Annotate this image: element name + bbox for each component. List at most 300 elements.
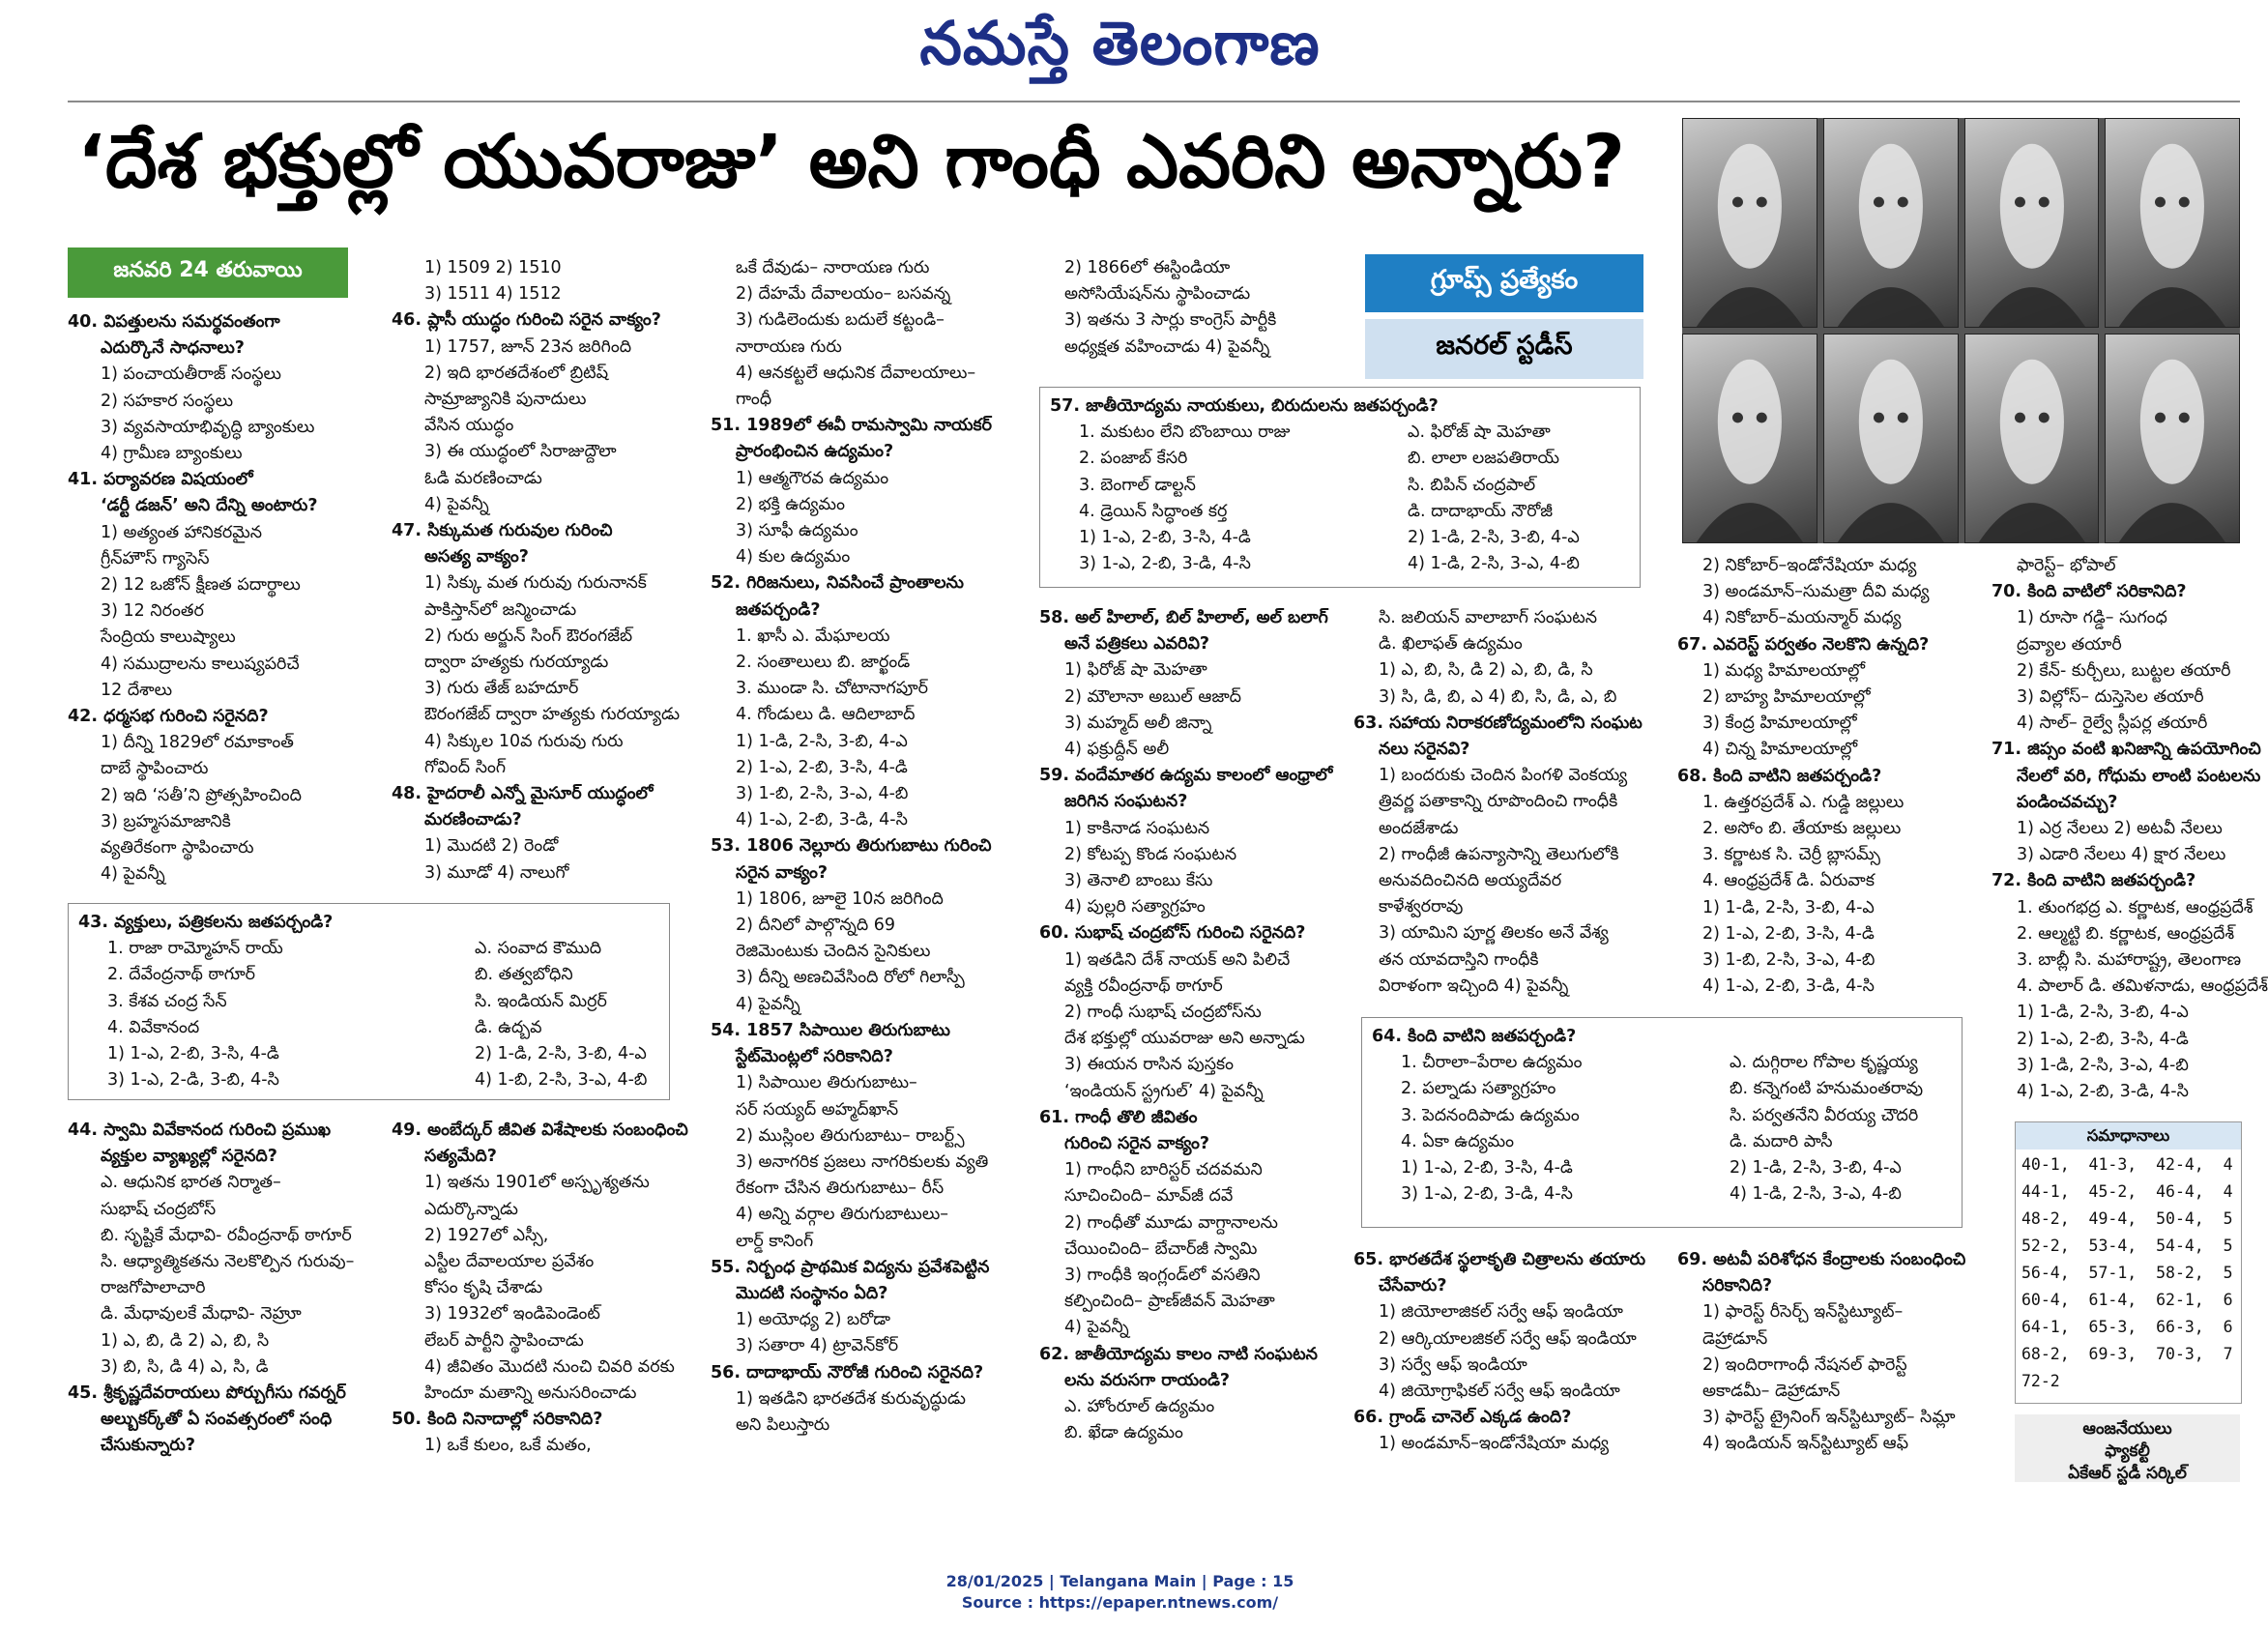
option-line: 3) ఈ యుద్ధంలో సిరాజుద్దౌలా bbox=[424, 442, 617, 462]
option-line: అసోసియేషన్‌ను స్థాపించాడు bbox=[1064, 284, 1251, 305]
text-line: ఏకేఆర్ స్టడీ సర్కిల్ bbox=[2068, 1464, 2187, 1483]
option-line: 3) సూఫీ ఉద్యమం bbox=[736, 521, 858, 541]
option-line: 4) సముద్రాలను కాలుష్యపరిచే bbox=[101, 654, 300, 674]
option-line: లేబర్ పార్టీని స్థాపించాడు bbox=[424, 1330, 584, 1351]
footer bbox=[0, 1571, 2240, 1614]
option-line: 3) గురు తేజ్ బహదూర్ bbox=[424, 679, 579, 699]
text-line: 4. ఏకా ఉద్యమం bbox=[1401, 1131, 1515, 1151]
q43-right bbox=[417, 936, 647, 1093]
q64-left bbox=[1372, 1050, 1710, 1208]
option-line: 3) యామిని పూర్ణ తిలకం అనే వేశ్య bbox=[1379, 923, 1609, 944]
option-line: 1) మొదటి 2) రెండో bbox=[424, 836, 559, 857]
option-line: 2) 1-ఎ, 2-బి, 3-సి, 4-డి bbox=[736, 757, 908, 777]
option-line: 2) కేన్- కుర్చీలు, బుట్టల తయారీ bbox=[2017, 660, 2231, 681]
option-line: 1) 1-డి, 2-సి, 3-బి, 4-ఎ bbox=[2017, 1003, 2189, 1023]
option-line: 4) పైవన్నీ bbox=[424, 494, 489, 514]
option-line: 1) ఇతడిని భారతదేశ కురువృద్ధుడు bbox=[736, 1388, 966, 1409]
question-line: నేలలో వరి, గోధుమ లాంటి పంటలను bbox=[2017, 766, 2261, 786]
q43-left bbox=[78, 936, 417, 1093]
text-line: 2. పంజాబ్ కేసరి bbox=[1079, 449, 1188, 469]
question-line: మరణించాడు? bbox=[424, 810, 522, 830]
option-line: అధ్యక్షత వహించాడు 4) పైవన్నీ bbox=[1064, 336, 1270, 357]
question-line: 70. కింది వాటిలో సరికానిది? bbox=[1992, 582, 2187, 602]
option-line: 3) 1932లో ఇండిపెండెంట్ bbox=[424, 1304, 600, 1324]
question-line: స్టేట్‌మెంట్లలో సరికానిది? bbox=[736, 1047, 893, 1067]
option-line: 4) చిన్న హిమాలయాల్లో bbox=[1702, 740, 1858, 760]
text-line: ఎ. ఫిరోజ్ షా మెహతా bbox=[1408, 422, 1551, 443]
option-line: 1) 1757, జూన్ 23న జరిగింది bbox=[424, 336, 632, 357]
question-line: అసత్య వాక్యం? bbox=[424, 547, 529, 568]
option-line: 4) కుల ఉద్యమం bbox=[736, 547, 851, 568]
text-line: 1. చీరాలా–పేరాల ఉద్యమం bbox=[1401, 1053, 1583, 1073]
text-line: సి. పర్వతనేని వీరయ్య చౌదరి bbox=[1730, 1105, 1919, 1125]
question-line: 68. కింది వాటిని జతపర్చండి? bbox=[1677, 766, 1882, 786]
portrait-4 bbox=[2105, 118, 2240, 328]
option-line: 4) జియోగ్రాఫికల్ సర్వే ఆఫ్ ఇండియా bbox=[1379, 1382, 1620, 1402]
option-line: 4) జీవితం మొదటి నుంచి చివరి వరకు bbox=[424, 1356, 675, 1377]
question-line: మొదటి సంస్థానం ఏది? bbox=[736, 1283, 888, 1303]
option-line: 4) గ్రామీణ బ్యాంకులు bbox=[101, 444, 243, 464]
text-line: ఆంజనేయులు bbox=[2082, 1419, 2172, 1439]
column-6 bbox=[1677, 553, 1996, 1000]
option-line: 2) మౌలానా అబుల్ ఆజాద్ bbox=[1064, 686, 1242, 707]
option-line: సుభాష్ చంద్రబోస్ bbox=[101, 1199, 217, 1219]
question-line: వ్యక్తుల వ్యాఖ్యల్లో సరైనది? bbox=[101, 1147, 277, 1167]
option-line: కోసం కృషి చేశాడు bbox=[424, 1278, 543, 1298]
option-line: గ్రీన్‌హౌస్ గ్యాసెస్ bbox=[101, 548, 210, 568]
text-line: 40-1, 41-3, 42-4, 4 bbox=[2021, 1155, 2233, 1174]
option-line: 2) 1866లో ఈస్టిండియా bbox=[1064, 258, 1231, 277]
answers-box bbox=[2015, 1121, 2242, 1404]
option-line: 4) పైవన్నీ bbox=[101, 864, 165, 885]
text-line: 3) 1-ఎ, 2-బి, 3-డి, 4-సి bbox=[1401, 1184, 1573, 1205]
option-line: 4) 1-ఎ, 2-బి, 3-డి, 4-సి bbox=[736, 810, 908, 830]
option-line: 1) ఇతను 1901లో అస్పృశ్యతను bbox=[424, 1173, 650, 1193]
option-line: 2) భక్తి ఉద్యమం bbox=[736, 494, 845, 514]
question-line: 53. 1806 నెల్లూరు తిరుగుబాటు గురించి bbox=[711, 836, 992, 857]
text-line: 1. రాజా రామ్మోహన్ రాయ్ bbox=[107, 939, 283, 959]
question-line: 67. ఎవరెస్ట్ పర్వతం నెలకొని ఉన్నది? bbox=[1677, 634, 1930, 655]
text-line: 2) 1-డి, 2-సి, 3-బి, 4-ఎ bbox=[1730, 1158, 1902, 1179]
option-line: ఎస్టీల దేవాలయాల ప్రవేశం bbox=[424, 1252, 595, 1272]
option-line: సి. జలియన్ వాలాబాగ్ సంఘటన bbox=[1379, 608, 1598, 627]
option-line: ఎ. హోంరూల్ ఉద్యమం bbox=[1064, 1397, 1215, 1417]
option-line: 3. ముండా సి. చోటానాగపూర్ bbox=[736, 679, 929, 699]
option-line: 1) 1509 2) 1510 bbox=[424, 258, 562, 277]
question-line: 46. ప్లాసీ యుద్ధం గురించి సరైన వాక్యం? bbox=[392, 310, 661, 331]
option-line: 1) ఫిరోజ్ షా మెహతా bbox=[1064, 660, 1207, 681]
question-line: 60. సుభాష్ చంద్రబోస్ గురించి సరైనది? bbox=[1039, 923, 1306, 944]
question-line: జతపర్చండి? bbox=[736, 599, 821, 620]
question-line: అల్బుకర్క్‌తో ఏ సంవత్సరంలో సంధి bbox=[101, 1410, 333, 1430]
option-line: 4) పుల్లరి సత్యాగ్రహం bbox=[1064, 897, 1206, 917]
section-tag: జనవరి 24 తరువాయి bbox=[68, 247, 348, 298]
question-line: గురించి సరైన వాక్యం? bbox=[1064, 1134, 1209, 1154]
option-line: 12 దేశాలు bbox=[101, 680, 173, 700]
option-line: ఒకే దేవుడు– నారాయణ గురు bbox=[736, 258, 930, 277]
text-line: 60-4, 61-4, 62-1, 6 bbox=[2021, 1291, 2233, 1309]
option-line: వ్యక్తి రవీంద్రనాథ్ ఠాగూర్ bbox=[1064, 975, 1223, 996]
answers-title: సమాధానాలు bbox=[2016, 1122, 2241, 1150]
column-7 bbox=[1992, 553, 2268, 1105]
text-line: 64-1, 65-3, 66-3, 6 bbox=[2021, 1318, 2233, 1336]
option-line: రేకంగా చేసిన తిరుగుబాటు– రీస్ bbox=[736, 1179, 945, 1199]
option-line: 4. ఆంధ్రప్రదేశ్ డి. ఏరువాక bbox=[1702, 871, 1875, 891]
option-line: 4) 1-ఎ, 2-బి, 3-డి, 4-సి bbox=[2017, 1082, 2189, 1102]
answers-list bbox=[2016, 1151, 2241, 1395]
question-line: 48. హైదరాలీ ఎన్నో మైసూర్ యుద్ధంలో bbox=[392, 784, 654, 804]
option-line: 1) దీన్ని 1829లో రమాకాంత్ bbox=[101, 733, 294, 753]
option-line: ద్వారా హత్యకు గురయ్యాడు bbox=[424, 653, 609, 673]
q57-left bbox=[1050, 420, 1388, 577]
option-line: 1) గాంధీని బారిస్టర్ చదవమని bbox=[1064, 1160, 1263, 1180]
option-line: ఎ. ఆధునిక భారత నిర్మాత– bbox=[101, 1173, 281, 1193]
question-line: పండించవచ్చు? bbox=[2017, 792, 2118, 812]
question-line: 49. అంబేద్కర్ జీవిత విశేషాలకు సంబంధించి bbox=[392, 1121, 688, 1140]
portrait-3 bbox=[1964, 118, 2100, 328]
option-line: 2) నికోబార్–ఇండోనేషియా మధ్య bbox=[1702, 556, 1917, 575]
option-line: 3) అనాగరిక ప్రజలు నాగరికులకు వ్యతి bbox=[736, 1151, 989, 1172]
text-line: 2) 1-డి, 2-సి, 3-బి, 4-ఎ bbox=[1408, 528, 1580, 548]
option-line: 3) గుడిలెందుకు బదులే కట్టండి– bbox=[736, 310, 945, 331]
option-line: 1) ఇతడిని దేశ్ నాయక్ అని పిలిచే bbox=[1064, 949, 1291, 970]
q64-right bbox=[1710, 1050, 1923, 1208]
option-line: 1) అండమాన్–ఇండోనేషియా మధ్య bbox=[1379, 1434, 1610, 1454]
option-line: 1) రూసా గడ్డి– సుగంధ bbox=[2017, 608, 2167, 628]
option-line: ఎదుర్కొన్నాడు bbox=[424, 1199, 518, 1219]
option-line: డెహ్రాడూన్ bbox=[1702, 1328, 1768, 1349]
option-line: 3) 1511 4) 1512 bbox=[424, 284, 562, 305]
question-line: 41. పర్యావరణ విషయంలో bbox=[68, 470, 253, 490]
option-line: గాంధీ bbox=[736, 390, 772, 410]
option-line: 1) బందరుకు చెందిన పింగళి వెంకయ్య bbox=[1379, 766, 1628, 786]
text-line: సి. బిపిన్ చంద్రపాల్ bbox=[1408, 475, 1536, 495]
option-line: 2) బాహ్య హిమాలయాల్లో bbox=[1702, 687, 1871, 708]
text-line: 2. దేవేంద్రనాథ్ ఠాగూర్ bbox=[107, 965, 256, 985]
option-line: వ్యతిరేకంగా స్థాపించారు bbox=[101, 838, 254, 859]
option-line: రాజగోపాలాచారి bbox=[101, 1278, 206, 1298]
option-line: 2) ఇది భారతదేశంలో బ్రిటిష్ bbox=[424, 363, 609, 383]
text-line: 3. కేశవ చంద్ర సేన్ bbox=[107, 991, 227, 1011]
question-57-box bbox=[1039, 387, 1641, 588]
question-64-box bbox=[1361, 1017, 1963, 1228]
option-line: 2) 1-ఎ, 2-బి, 3-సి, 4-డి bbox=[1702, 923, 1875, 944]
option-line: 3) సర్వే ఆఫ్ ఇండియా bbox=[1379, 1354, 1527, 1375]
question-line: 56. దాదాభాయ్ నౌరోజీ గురించి సరైనది? bbox=[711, 1362, 984, 1383]
text-line: డి. దాదాభాయ్ నౌరోజీ bbox=[1408, 501, 1554, 521]
option-line: 3) దీన్ని అణచివేసింది రోలో గిలాస్పీ bbox=[736, 968, 965, 988]
question-line: 47. సిక్కుమత గురువుల గురించి bbox=[392, 521, 613, 541]
option-line: 3) బ్రహ్మసమాజానికి bbox=[101, 811, 231, 831]
text-line: 56-4, 57-1, 58-2, 5 bbox=[2021, 1264, 2233, 1282]
option-line: 3) ఫారెస్ట్ ట్రైనింగ్ ఇన్‌స్టిట్యూట్– సిమ్లా bbox=[1702, 1408, 1956, 1428]
footer-source[interactable]: Source : https://epaper.ntnews.com/ bbox=[961, 1593, 1279, 1612]
option-line: 4) ఇండియన్ ఇన్‌స్టిట్యూట్ ఆఫ్ bbox=[1702, 1434, 1909, 1454]
column-4 bbox=[1039, 605, 1349, 1447]
text-line: 3. బెంగాల్ డాల్టన్ bbox=[1079, 475, 1196, 495]
question-line: ‘డర్టీ డజన్’ అని దేన్ని అంటారు? bbox=[101, 496, 318, 516]
option-line: త్రివర్ణ పతాకాన్ని రూపొందించి గాంధీకి bbox=[1379, 792, 1618, 812]
option-line: డి. మేధావులకే మేధావి- నెహ్రూ bbox=[101, 1304, 302, 1324]
option-line: 1) పంచాయతీరాజ్ సంస్థలు bbox=[101, 364, 281, 385]
option-line: 4) అన్ని వర్గాల తిరుగుబాటులు– bbox=[736, 1205, 949, 1225]
option-line: 3) విల్లోస్– దుస్తెసెల తయారీ bbox=[2017, 687, 2204, 708]
option-line: 3) సి, డి, బి, ఎ 4) బి, సి, డి, ఎ, బి bbox=[1379, 686, 1617, 707]
option-line: 1) 1-డి, 2-సి, 3-బి, 4-ఎ bbox=[1702, 897, 1875, 917]
masthead-logo: నమస్తే తెలంగాణ bbox=[919, 8, 1321, 78]
question-line: 65. భారతదేశ స్థలాకృతి చిత్రాలను తయారు bbox=[1353, 1250, 1646, 1269]
option-line: 3) కేంద్ర హిమాలయాల్లో bbox=[1702, 713, 1857, 734]
option-line: 4. గోండులు డి. ఆదిలాబాద్ bbox=[736, 705, 916, 725]
option-line: 1) మధ్య హిమాలయాల్లో bbox=[1702, 660, 1866, 681]
text-line: 3. పెదనందిపాడు ఉద్యమం bbox=[1401, 1105, 1580, 1125]
option-line: 1) అయోధ్య 2) బరోడా bbox=[736, 1310, 891, 1330]
option-line: సర్ సయ్యద్ అహ్మద్‌ఖాన్ bbox=[736, 1099, 899, 1120]
text-line: 68-2, 69-3, 70-3, 7 bbox=[2021, 1345, 2233, 1363]
column-1 bbox=[68, 309, 377, 888]
option-line: 4) 1-ఎ, 2-బి, 3-డి, 4-సి bbox=[1702, 976, 1875, 997]
option-line: 1) ఫారెస్ట్ రీసెర్చ్ ఇన్‌స్టిట్యూట్– bbox=[1702, 1302, 1904, 1323]
text-line: 1) 1-ఎ, 2-బి, 3-సి, 4-డి bbox=[1079, 528, 1251, 548]
question-line: 63. సహాయ నిరాకరణోద్యమంలోని సంఘట bbox=[1353, 713, 1643, 733]
question-line: సరికానిది? bbox=[1702, 1276, 1773, 1296]
text-line: సి. ఇండియన్ మిర్రర్ bbox=[475, 991, 607, 1011]
option-line: అందజేశాడు bbox=[1379, 818, 1459, 838]
option-line: 2) ఇది ‘సతీ’ని ప్రోత్సహించింది bbox=[101, 785, 302, 805]
option-line: 3) 1-డి, 2-సి, 3-ఎ, 4-బి bbox=[2017, 1055, 2189, 1075]
option-line: దాబే స్థాపించారు bbox=[101, 759, 209, 779]
option-line: 1. ఉత్తరప్రదేశ్ ఎ. గుడ్డి జల్లులు bbox=[1702, 792, 1905, 812]
question-line: 61. గాంధీ తొలి జీవితం bbox=[1039, 1107, 1198, 1127]
column-5b bbox=[1353, 1247, 1672, 1458]
option-line: 1) ఎ, బి, డి 2) ఎ, బి, సి bbox=[101, 1330, 270, 1351]
question-line: సరైన వాక్యం? bbox=[736, 862, 828, 883]
option-line: 2. అసోం బి. తేయాకు జల్లులు bbox=[1702, 819, 1902, 839]
text-line: 4) 1-డి, 2-సి, 3-ఎ, 4-బి bbox=[1730, 1184, 1902, 1205]
option-line: 2. సంతాలులు బి. జార్ఖండ్ bbox=[736, 653, 911, 673]
text-line: 52-2, 53-4, 54-4, 5 bbox=[2021, 1237, 2233, 1255]
question-line: 52. గిరిజనులు, నివసించే ప్రాంతాలను bbox=[711, 573, 964, 594]
option-line: 3) ఈయన రాసిన పుస్తకం bbox=[1064, 1055, 1235, 1075]
option-line: నారాయణ గురు bbox=[736, 336, 842, 357]
text-line: ఎ. దుగ్గిరాల గోపాల కృష్ణయ్య bbox=[1730, 1053, 1918, 1073]
option-line: బి. సృష్టికే మేధావి- రవీంద్రనాథ్ ఠాగూర్ bbox=[101, 1225, 352, 1245]
option-line: 1) ఎ, బి, సి, డి 2) ఎ, బి, డి, సి bbox=[1379, 660, 1593, 681]
option-line: రెజిమెంటుకు చెందిన సైనికులు bbox=[736, 942, 931, 962]
option-line: 3) 1-బి, 2-సి, 3-ఎ, 4-బి bbox=[736, 784, 909, 804]
column-1b bbox=[68, 1118, 387, 1460]
subject-label: జనరల్ స్టడీస్ bbox=[1365, 319, 1643, 379]
option-line: హిందూ మతాన్ని అనుసరించాడు bbox=[424, 1383, 637, 1404]
option-line: 4) సాల్– రైల్వే స్లీపర్ల తయారీ bbox=[2017, 713, 2208, 734]
column-6b bbox=[1677, 1247, 1996, 1458]
question-line: 72. కింది వాటిని జతపర్చండి? bbox=[1992, 871, 2196, 891]
option-line: 4) ఆనకట్టలే ఆధునిక దేవాలయాలు– bbox=[736, 363, 976, 383]
option-line: 2) ముస్లింల తిరుగుబాటు– రాబర్ట్స్ bbox=[736, 1125, 965, 1146]
option-line: 2) దేహమే దేవాలయం– బసవన్న bbox=[736, 284, 951, 305]
option-line: సామ్రాజ్యానికి పునాదులు bbox=[424, 390, 587, 410]
option-line: ద్రవ్యాల తయారీ bbox=[2017, 634, 2122, 655]
question-line: 71. జిప్సం వంటి ఖనిజాన్ని ఉపయోగించి bbox=[1992, 740, 2261, 760]
option-line: ఔరంగజేబ్ ద్వారా హత్యకు గురయ్యాడు bbox=[424, 705, 681, 725]
question-line: 50. కింది నినాదాల్లో సరికానిది? bbox=[392, 1410, 603, 1430]
option-line: ఓడి మరణించాడు bbox=[424, 468, 542, 488]
option-line: 3) బి, సి, డి 4) ఎ, సి, డి bbox=[101, 1356, 269, 1377]
column-2b bbox=[392, 1118, 711, 1460]
option-line: 1) ఎర్ర నేలలు 2) అటవీ నేలలు bbox=[2017, 819, 2223, 839]
option-line: దేశ భక్తుల్లో యువరాజు అని అన్నాడు bbox=[1064, 1029, 1305, 1049]
option-line: 1) 1-డి, 2-సి, 3-బి, 4-ఎ bbox=[736, 731, 908, 751]
question-line: లను వరుసగా రాయండి? bbox=[1064, 1370, 1231, 1390]
option-line: 1) సిపాయిల తిరుగుబాటు– bbox=[736, 1073, 917, 1093]
option-line: ఫారెస్ట్– భోపాల్ bbox=[2017, 556, 2116, 575]
option-line: 3. బాబ్లీ సి. మహారాష్ట్ర, తెలంగాణ bbox=[2017, 950, 2242, 971]
option-line: వేసిన యుద్ధం bbox=[424, 416, 514, 436]
question-line: 66. గ్రాండ్ చానెల్ ఎక్కడ ఉంది? bbox=[1353, 1408, 1572, 1428]
option-line: 3) వ్యవసాయాభివృద్ధి బ్యాంకులు bbox=[101, 417, 315, 437]
option-line: కల్పించింది– ప్రాణ్‌జీవన్ మెహతా bbox=[1064, 1292, 1275, 1312]
text-line: 72-2 bbox=[2021, 1372, 2060, 1390]
option-line: 2) గాంధీజీ ఉపన్యాసాన్ని తెలుగులోకి bbox=[1379, 844, 1619, 864]
text-line: 3) 1-ఎ, 2-డి, 3-బి, 4-సి bbox=[107, 1070, 279, 1091]
option-line: 2) ఇందిరాగాంధీ నేషనల్ ఫారెస్ట్ bbox=[1702, 1354, 1907, 1375]
question-line: జరిగిన సంఘటన? bbox=[1064, 792, 1188, 812]
option-line: 3) తెనాలి బాంబు కేసు bbox=[1064, 871, 1213, 891]
option-line: 3) ఎడారి నేలలు 4) క్షార నేలలు bbox=[2017, 845, 2226, 865]
option-line: 3) అండమాన్–సుమత్రా దీవి మధ్య bbox=[1702, 582, 1930, 602]
question-64: 64. కింది వాటిని జతపర్చండి? bbox=[1372, 1027, 1577, 1046]
question-57: 57. జాతీయోద్యమ నాయకులు, బిరుదులను జతపర్చండి? bbox=[1050, 396, 1439, 416]
footer-date: 28/01/2025 | Telangana Main | Page : 15 bbox=[945, 1572, 1294, 1590]
option-line: 2) ఆర్కియాలజికల్ సర్వే ఆఫ్ ఇండియా bbox=[1379, 1328, 1637, 1349]
text-line: 1. మకుటం లేని బొంబాయి రాజు bbox=[1079, 422, 1291, 443]
option-line: పాకిస్తాన్‌లో జన్మించాడు bbox=[424, 599, 577, 620]
text-line: 4) 1-డి, 2-సి, 3-ఎ, 4-బి bbox=[1408, 554, 1580, 574]
column-2 bbox=[392, 255, 711, 887]
option-line: 4) నికోబార్–మయన్మార్ మధ్య bbox=[1702, 608, 1902, 628]
question-line: చేసుకున్నారు? bbox=[101, 1436, 196, 1456]
group-label: గ్రూప్స్ ప్రత్యేకం bbox=[1365, 254, 1643, 312]
option-line: 4) పైవన్నీ bbox=[1064, 1318, 1129, 1338]
option-line: 4. పాలార్ డి. తమిళనాడు, ఆంధ్రప్రదేశ్ bbox=[2017, 976, 2268, 997]
column-5 bbox=[1353, 605, 1672, 1000]
question-line: ఎదుర్కొనే సాధనాలు? bbox=[101, 338, 245, 359]
option-line: 1) ఆత్మగౌరవ ఉద్యమం bbox=[736, 468, 889, 488]
text-line: 4. వివేకానంద bbox=[107, 1017, 200, 1037]
option-line: తన యావదాస్తిని గాంధీకి bbox=[1379, 949, 1539, 970]
question-line: 54. 1857 సిపాయిల తిరుగుబాటు bbox=[711, 1020, 950, 1040]
option-line: 1) ఒకే కులం, ఒకే మతం, bbox=[424, 1436, 592, 1456]
option-line: డి. ఖిలాఫత్ ఉద్యమం bbox=[1379, 634, 1523, 655]
text-line: ఎ. సంవాద కౌముది bbox=[475, 939, 602, 959]
text-line: 4) 1-బి, 2-సి, 3-ఎ, 4-బి bbox=[475, 1070, 648, 1091]
portrait-1 bbox=[1682, 118, 1817, 328]
option-line: 2) 1-ఎ, 2-బి, 3-సి, 4-డి bbox=[2017, 1029, 2189, 1049]
question-line: 69. అటవీ పరిశోధన కేంద్రాలకు సంబంధించి bbox=[1677, 1250, 1966, 1269]
option-line: సేంద్రియ కాలుష్యాలు bbox=[101, 627, 236, 648]
text-line: 48-2, 49-4, 50-4, 5 bbox=[2021, 1209, 2233, 1228]
option-line: అకాడమీ– డెహ్రాడూన్ bbox=[1702, 1382, 1841, 1402]
option-line: 4) సిక్కుల 10వ గురువు గురు bbox=[424, 731, 624, 751]
text-line: 3) 1-ఎ, 2-బి, 3-డి, 4-సి bbox=[1079, 554, 1251, 574]
portrait-2 bbox=[1823, 118, 1959, 328]
option-line: 3) ఇతను 3 సార్లు కాంగ్రెస్ పార్టీకి bbox=[1064, 310, 1277, 331]
option-line: లార్డ్ కానింగ్ bbox=[736, 1231, 814, 1251]
portrait-8 bbox=[2105, 334, 2240, 543]
option-line: 1) సిక్కు మత గురువు గురునానక్ bbox=[424, 573, 647, 594]
question-line: చేసేవారు? bbox=[1379, 1276, 1447, 1296]
author-credit bbox=[2015, 1414, 2240, 1482]
option-line: 3) గాంధీకి ఇంగ్లండ్‌లో వసతిని bbox=[1064, 1266, 1261, 1286]
question-line: నలు సరైనవి? bbox=[1379, 740, 1470, 760]
option-line: అనువదించినది అయ్యదేవర bbox=[1379, 871, 1562, 891]
option-line: 1) అత్యంత హానికరమైన bbox=[101, 522, 263, 542]
portrait-6 bbox=[1823, 334, 1959, 543]
question-line: 51. 1989లో ఈవీ రామస్వామి నాయకర్ bbox=[711, 416, 993, 436]
option-line: 3) సతారా 4) ట్రావెన్‌కోర్ bbox=[736, 1336, 899, 1356]
option-line: 3. కర్ణాటక సి. చెర్రీ బ్లాసమ్స్ bbox=[1702, 845, 1881, 865]
option-line: 4) ఫక్రుద్దీన్ అలీ bbox=[1064, 740, 1170, 760]
option-line: 2) దీనిలో పాల్గొన్నది 69 bbox=[736, 916, 896, 936]
question-43: 43. వ్యక్తులు, పత్రికలను జతపర్చండి? bbox=[78, 913, 334, 932]
option-line: చేయించింది– బేచార్‌జీ స్వామి bbox=[1064, 1238, 1258, 1259]
option-line: 2) గురు అర్జున్ సింగ్ ఔరంగజేబ్ bbox=[424, 626, 633, 646]
option-line: 3) 1-బి, 2-సి, 3-ఎ, 4-బి bbox=[1702, 950, 1875, 971]
question-line: 59. వందేమాతర ఉద్యమ కాలంలో ఆంధ్రాలో bbox=[1039, 766, 1333, 786]
text-line: 1) 1-ఎ, 2-బి, 3-సి, 4-డి bbox=[107, 1044, 279, 1064]
text-line: 1) 1-ఎ, 2-బి, 3-సి, 4-డి bbox=[1401, 1158, 1573, 1179]
question-line: అనే పత్రికలు ఎవరివి? bbox=[1064, 634, 1210, 655]
option-line: 2) కోటప్ప కొండ సంఘటన bbox=[1064, 844, 1237, 864]
portrait-collage bbox=[1682, 118, 2240, 543]
option-line: అని పిలుస్తారు bbox=[736, 1414, 830, 1435]
portrait-5 bbox=[1682, 334, 1817, 543]
option-line: 1) 1806, జూలై 10న జరిగింది bbox=[736, 888, 944, 909]
question-line: 44. స్వామి వివేకానంద గురించి ప్రముఖ bbox=[68, 1121, 332, 1140]
question-line: 42. ధర్మసభ గురించి సరైనది? bbox=[68, 707, 269, 727]
portrait-7 bbox=[1964, 334, 2100, 543]
text-line: 44-1, 45-2, 46-4, 4 bbox=[2021, 1182, 2233, 1201]
option-line: 2. ఆల్మట్టి బి. కర్ణాటక, ఆంధ్రప్రదేశ్ bbox=[2017, 923, 2235, 944]
text-line: 2. పల్నాడు సత్యాగ్రహం bbox=[1401, 1079, 1556, 1099]
text-line: 2) 1-డి, 2-సి, 3-బి, 4-ఎ bbox=[475, 1044, 647, 1064]
question-line: 45. శ్రీకృష్ణదేవరాయలు పోర్చుగీసు గవర్నర్ bbox=[68, 1383, 346, 1404]
option-line: 2) 1927లో ఎస్సీ, bbox=[424, 1225, 549, 1245]
question-line: సత్యమేది? bbox=[424, 1147, 497, 1167]
option-line: 2) గాంధీతో మూడు వాగ్దానాలను bbox=[1064, 1212, 1278, 1233]
text-line: బి. కన్నెగంటి హనుమంతరావు bbox=[1730, 1079, 1924, 1099]
question-line: 62. జాతీయోద్యమ కాలం నాటి సంఘటన bbox=[1039, 1344, 1318, 1364]
column-3 bbox=[711, 255, 1039, 1439]
option-line: 2) 12 ఒజోన్ క్షీణత పదార్థాలు bbox=[101, 575, 301, 596]
divider bbox=[68, 101, 2240, 102]
option-line: గోవింద్ సింగ్ bbox=[424, 757, 507, 777]
headline: ‘దేశ భక్తుల్లో యువరాజు’ అని గాంధీ ఎవరిని అన్నారు? bbox=[77, 118, 1625, 204]
column-4-top bbox=[1039, 255, 1358, 361]
option-line: 1) జియోలాజికల్ సర్వే ఆఫ్ ఇండియా bbox=[1379, 1302, 1623, 1323]
option-line: 3) మూడో 4) నాలుగో bbox=[424, 862, 569, 883]
text-line: డి. ఉద్బవ bbox=[475, 1017, 542, 1037]
text-line: బి. తత్వబోధిని bbox=[475, 965, 573, 985]
option-line: ‘ఇండియన్ స్ట్రగుల్’ 4) పైవన్నీ bbox=[1064, 1081, 1264, 1101]
question-line: 55. నిర్బంధ ప్రాథమిక విద్యను ప్రవేశపెట్టిన bbox=[711, 1257, 990, 1277]
text-line: ఫ్యాకల్టీ bbox=[2105, 1441, 2150, 1461]
text-line: బి. లాలా లజపతిరాయ్ bbox=[1408, 449, 1560, 469]
question-line: ప్రారంభించిన ఉద్యమం? bbox=[736, 442, 894, 462]
option-line: 1) కాకినాడ సంఘటన bbox=[1064, 818, 1210, 838]
option-line: 1. తుంగభద్ర ఎ. కర్ణాటక, ఆంధ్రప్రదేశ్ bbox=[2017, 897, 2253, 917]
option-line: 3) 12 నిరంతర bbox=[101, 601, 204, 622]
